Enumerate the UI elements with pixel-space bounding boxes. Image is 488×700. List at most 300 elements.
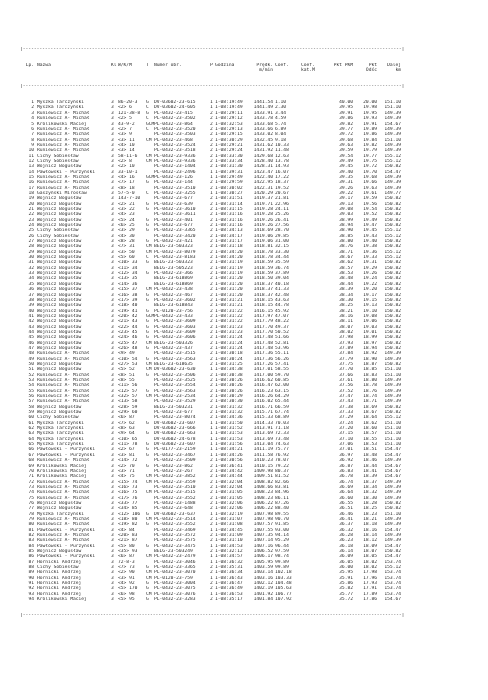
- row-t: G: [146, 297, 149, 303]
- row-speed: 1433.68: [253, 121, 273, 127]
- row-number: BELG-23-618843: [154, 303, 193, 309]
- row-points-2: 18.99: [363, 335, 377, 341]
- row-time: 1-08:30:30: [215, 399, 243, 405]
- row-name: Wojnicz Bogusław: [37, 255, 82, 261]
- row-points: 39.35: [339, 174, 353, 180]
- row-wkm: <5> 24: [118, 217, 135, 223]
- row-time: 1-08:31:51: [215, 196, 243, 202]
- row-points-2: 19.33: [363, 255, 377, 261]
- row-lp: 29: [28, 249, 34, 255]
- row-lp: 16: [28, 180, 34, 186]
- row-coef: 88.40: [275, 506, 289, 512]
- row-wkm: <6> 87: [118, 415, 135, 421]
- row-lp: 23: [28, 217, 34, 223]
- row-name: Wojnicz Bogusław: [37, 345, 82, 351]
- row-kl: 3: [111, 474, 114, 480]
- row-p: 2: [210, 287, 213, 293]
- row-coef-km: [301, 597, 331, 602]
- row-wkm: <14> 72: [118, 458, 138, 464]
- row-p: 2: [210, 458, 213, 464]
- row-time: 1-08:31:24: [215, 340, 243, 346]
- row-coef: 63.15: [275, 388, 289, 394]
- row-kl: 3: [111, 597, 114, 603]
- row-points: 37.20: [339, 426, 353, 432]
- row-time: 1-08:32:06: [215, 500, 243, 506]
- row-lp: 42: [28, 319, 34, 325]
- row-number: PL-0432-23-3518: [154, 148, 196, 154]
- row-wkm: <7> 62: [118, 420, 135, 426]
- row-points: 35.95: [339, 570, 353, 576]
- row-points-2: 18.97: [363, 340, 377, 346]
- row-points: 36.92: [339, 458, 353, 464]
- header-coef-km: Coef. kat.M: [301, 62, 315, 74]
- row-wkm: <2> 21: [118, 201, 135, 207]
- row-t: CM: [146, 287, 152, 293]
- row-time: 1-08:29:11: [215, 110, 243, 116]
- row-coef: 59.70: [275, 372, 289, 378]
- row-lp: 59: [28, 410, 34, 416]
- row-distance: 149.39: [384, 495, 401, 501]
- row-distance: 149.39: [384, 180, 401, 186]
- row-t: CM: [146, 137, 152, 143]
- row-speed: 1413.04: [253, 442, 273, 448]
- row-points: 37.66: [339, 372, 353, 378]
- row-points-2: 19.24: [363, 276, 377, 282]
- header-wkm: W/K/M: [118, 62, 132, 68]
- row-wkm: <5> 80: [118, 543, 135, 549]
- row-number: PL-0432-23-648: [154, 506, 193, 512]
- row-points-2: 18.48: [363, 452, 377, 458]
- row-points-2: 19.70: [363, 169, 377, 175]
- row-speed: 1417.48: [253, 335, 273, 341]
- row-name: Hornicki Andrzej: [37, 586, 82, 592]
- row-lp: 53: [28, 378, 34, 383]
- row-t: CM: [146, 591, 152, 597]
- row-coef: 93.00: [275, 527, 289, 533]
- row-time: 1-08:31:21: [215, 303, 243, 309]
- row-speed: 1417.36: [253, 351, 273, 357]
- row-points-2: 19.61: [363, 190, 377, 196]
- row-number: PL-0432-23-3420: [154, 233, 196, 239]
- row-name: Królikowski Maciej: [37, 597, 87, 603]
- row-wkm: <3> 71: [118, 468, 135, 474]
- row-p: 2: [210, 372, 213, 378]
- row-points: 39.26: [339, 185, 353, 191]
- row-coef: 65.44: [275, 399, 289, 405]
- row-wkm: <12> 106: [118, 511, 141, 517]
- row-points-2: 19.86: [363, 132, 377, 138]
- row-points-2: 19.82: [363, 142, 377, 148]
- row-wkm: <8> 51: [118, 372, 135, 378]
- row-lp: 92: [28, 586, 34, 592]
- row-time: 1-08:34:57: [215, 554, 243, 560]
- row-number: PL-0432-23-3563: [154, 388, 196, 394]
- row-lp: 84: [28, 543, 34, 549]
- row-distance: 154.47: [384, 527, 401, 533]
- row-kl: 3: [111, 324, 114, 330]
- row-distance: 150.82: [384, 164, 401, 170]
- row-name: Runiewicz A- Michał: [37, 532, 90, 538]
- header-kl: Kl: [111, 62, 117, 68]
- row-points-2: 17.91: [363, 586, 377, 592]
- header-t: T: [146, 62, 149, 68]
- row-kl: 3: [111, 383, 114, 389]
- row-lp: 78: [28, 511, 34, 517]
- row-wkm: <8> 18: [118, 185, 135, 191]
- row-name: Wojnicz Bogusław: [37, 308, 82, 314]
- row-coef: 80.37: [275, 468, 289, 474]
- row-p: 2: [210, 495, 213, 501]
- row-wkm: <5> 52: [118, 367, 135, 373]
- row-t: CM: [146, 394, 152, 400]
- row-coef: 56.26: [275, 356, 289, 362]
- row-kl: 3: [111, 174, 114, 180]
- row-points-2: 19.59: [363, 196, 377, 202]
- row-kl: 3: [111, 292, 114, 298]
- row-p: 2: [210, 217, 213, 223]
- row-speed: 1418.37: [253, 287, 273, 293]
- row-wkm: <21> 43: [118, 319, 138, 325]
- row-speed: 1417.70: [253, 324, 273, 330]
- row-time: 1-08:31:53: [215, 436, 243, 442]
- row-distance: 155.12: [384, 255, 401, 261]
- row-points: 36.46: [339, 511, 353, 517]
- row-kl: 3: [111, 164, 114, 170]
- row-points: 37.52: [339, 388, 353, 394]
- row-name: Myszka Tarczyński: [37, 105, 85, 111]
- row-wkm: <13> 58: [118, 399, 138, 405]
- row-coef: 95.29: [275, 538, 289, 544]
- row-distance: 154.47: [384, 169, 401, 175]
- row-t: G: [146, 581, 149, 587]
- row-points: 38.48: [339, 276, 353, 282]
- row-kl: 3: [111, 581, 114, 587]
- row-points-2: 18.41: [363, 468, 377, 474]
- row-distance: 149.39: [384, 532, 401, 538]
- row-coef: 40.18: [275, 281, 289, 287]
- row-points-2: 18.94: [363, 345, 377, 351]
- row-points-2: 17.96: [363, 575, 377, 581]
- row-coef: 79.22: [275, 463, 289, 469]
- row-name: Runiewicz A- Michał: [37, 484, 90, 490]
- row-wkm: <5> 60: [118, 255, 135, 261]
- row-lp: 1: [31, 100, 34, 106]
- row-time: 1-08:31:20: [215, 292, 243, 298]
- row-distance: 150.82: [384, 345, 401, 351]
- row-time: 1-08:31:24: [215, 335, 243, 341]
- row-t: CM: [146, 340, 152, 346]
- row-points-2: 18.05: [363, 554, 377, 560]
- row-kl: 3: [111, 244, 114, 250]
- row-points: 39.82: [339, 121, 353, 127]
- row-distance: 150.82: [384, 319, 401, 325]
- row-lp: 38: [28, 297, 34, 303]
- row-number: PL-0432-23-3510: [154, 185, 196, 191]
- row-speed: 1429.68: [253, 153, 273, 159]
- row-wkm: <15> 37: [118, 287, 138, 293]
- row-points-2: 19.17: [363, 292, 377, 298]
- row-lp: 50: [28, 361, 34, 367]
- row-coef: 64.29: [275, 394, 289, 400]
- row-p: 2: [210, 394, 213, 400]
- row-lp: 79: [28, 516, 34, 522]
- row-kl: 3: [111, 511, 114, 517]
- row-name: Wojnicz Bogusław: [37, 164, 82, 170]
- row-time: 1-08:36:49: [215, 586, 243, 592]
- row-kl: 3: [111, 201, 114, 207]
- row-number: PL-0432-23-267: [154, 468, 193, 474]
- row-lp: 40: [28, 308, 34, 314]
- row-coef: 36.74: [275, 265, 289, 271]
- row-points: 38.21: [339, 308, 353, 314]
- row-points: 36.41: [339, 516, 353, 522]
- row-distance: 150.82: [384, 223, 401, 229]
- row-name: Wojnicz Bogusław: [37, 500, 82, 506]
- row-wkm: <25> 47: [118, 340, 138, 346]
- row-number: BELG-23-505223: [154, 265, 193, 271]
- row-t: G: [146, 586, 149, 592]
- row-t: CM: [146, 361, 152, 367]
- row-coef: 78.07: [275, 458, 289, 464]
- row-p: 2: [210, 404, 213, 410]
- row-time: 1-08:29:12: [215, 116, 243, 122]
- row-lp: 51: [28, 367, 34, 373]
- row-points: 39.22: [339, 190, 353, 196]
- row-name: Gaszyński Mirosław: [37, 190, 87, 196]
- row-time: 1-08:31:50: [215, 420, 243, 426]
- row-coef: 8.04: [275, 132, 287, 138]
- row-p: 2: [210, 297, 213, 303]
- row-points-2: 17.98: [363, 570, 377, 576]
- row-number: PL-0432-23-3572: [154, 532, 196, 538]
- row-speed: 1432.45: [253, 137, 273, 143]
- row-wkm: <5> 170: [118, 586, 138, 592]
- row-kl: 3: [111, 249, 114, 255]
- row-points-2: 19.13: [363, 303, 377, 309]
- row-points: 37.61: [339, 378, 353, 383]
- row-points-2: 19.31: [363, 260, 377, 266]
- row-time: 1-08:31:52: [215, 426, 243, 432]
- row-points-2: 19.15: [363, 297, 377, 303]
- row-kl: 3: [111, 543, 114, 549]
- row-name: Runiewicz A- Michał: [37, 110, 90, 116]
- row-wkm: <10> 54: [118, 356, 138, 362]
- row-speed: 1418.15: [253, 297, 273, 303]
- row-number: PL-0432-23-467: [154, 292, 193, 298]
- row-lp: 31: [28, 260, 34, 266]
- row-wkm: <19> 82: [118, 522, 138, 528]
- row-distance: 153.74: [384, 575, 401, 581]
- row-p: 2: [210, 281, 213, 287]
- row-coef: 28.70: [275, 228, 289, 234]
- row-t: C: [146, 255, 149, 261]
- row-number: BELG-23-503231: [154, 404, 193, 410]
- row-points: 35.72: [339, 597, 353, 603]
- row-distance: 149.39: [384, 378, 401, 383]
- row-number: DV-03602-23-615: [154, 100, 196, 106]
- row-points-2: 19.03: [363, 324, 377, 330]
- row-t: CM: [146, 244, 152, 250]
- row-kl: 3: [111, 367, 114, 373]
- row-p: 2: [210, 570, 213, 576]
- row-lp: 66: [28, 447, 34, 453]
- row-distance: 150.82: [384, 324, 401, 330]
- row-speed: 1408.23: [253, 490, 273, 496]
- row-t: G: [146, 260, 149, 266]
- row-number: DV-03602-23-630: [154, 367, 196, 373]
- row-lp: 2: [31, 105, 34, 111]
- row-distance: 155.12: [384, 565, 401, 571]
- row-name: Wojnicz Bogusław: [37, 324, 82, 330]
- row-distance: 155.12: [384, 415, 401, 421]
- row-number: DV-03602-23-607: [154, 442, 196, 448]
- row-points: 38.39: [339, 287, 353, 293]
- row-kl: 3: [111, 388, 114, 394]
- row-lp: 33: [28, 271, 34, 277]
- row-name: Runiewicz A- Michał: [37, 490, 90, 496]
- row-p: 2: [210, 474, 213, 480]
- row-number: PL-0432-23-468: [154, 137, 193, 143]
- row-name: Runiewicz A- Michał: [37, 137, 90, 143]
- row-lp: 32: [28, 265, 34, 271]
- row-time: 1-08:36:47: [215, 581, 243, 587]
- row-t: G: [146, 223, 149, 229]
- row-kl: 3: [111, 110, 114, 116]
- row-name: Myszka Tarczyński: [37, 100, 85, 106]
- row-speed: 1407.57: [253, 522, 273, 528]
- row-time: 1-08:31:22: [215, 313, 243, 319]
- row-kl: 3: [111, 142, 114, 148]
- row-name: Wojnicz Bogusław: [37, 340, 82, 346]
- row-wkm: <11> 78: [118, 442, 138, 448]
- row-points-2: 18.34: [363, 484, 377, 490]
- row-wkm: <4> 30: [118, 233, 135, 239]
- table-header: [20, 63, 468, 74]
- row-points: 36.74: [339, 479, 353, 485]
- row-points-2: 18.64: [363, 415, 377, 421]
- row-name: Wojnicz Bogusław: [37, 239, 82, 245]
- row-coef: 37.89: [275, 271, 289, 277]
- row-number: PL-0432-23-3515: [154, 490, 196, 496]
- row-number: PL-0120-23-756: [154, 308, 193, 314]
- row-p: 1: [210, 426, 213, 432]
- row-name: Wojnicz Bogusław: [37, 217, 82, 223]
- row-distance: 151.10: [384, 511, 401, 517]
- row-number: PL-0432-23-3509: [154, 458, 196, 464]
- row-time: 1-08:32:04: [215, 484, 243, 490]
- row-speed: 1416.62: [253, 378, 273, 383]
- row-points: 36.78: [339, 474, 353, 480]
- row-time: 1-08:31:18: [215, 244, 243, 250]
- row-distance: 149.39: [384, 116, 401, 122]
- row-lp: 37: [28, 292, 34, 298]
- row-coef: 9.18: [275, 137, 287, 143]
- row-time: 1-08:34:45: [215, 527, 243, 533]
- row-kl: 3: [111, 153, 114, 159]
- row-wkm: <8> 55: [118, 378, 135, 383]
- row-time: 1-08:34:20: [215, 249, 243, 255]
- row-lp: 49: [28, 356, 34, 362]
- row-name: Wojnicz Bogusław: [37, 335, 82, 341]
- row-kl: 3: [111, 575, 114, 581]
- row-time: 1-08:19:49: [215, 100, 243, 106]
- row-speed: 1407.16: [253, 543, 273, 549]
- row-p: 2: [210, 255, 213, 261]
- row-name: Wojnicz Bogusław: [37, 212, 82, 218]
- row-points: 39.77: [339, 126, 353, 132]
- row-points: 36.32: [339, 527, 353, 533]
- row-coef: 97.59: [275, 549, 289, 554]
- row-p: 2: [210, 110, 213, 116]
- row-coef: 48.22: [275, 319, 289, 325]
- row-wkm: <7> 73: [118, 565, 135, 571]
- row-number: PL-0432-23-862: [154, 463, 193, 469]
- row-distance: 150.82: [384, 410, 401, 416]
- row-name: Wojnicz Bogusław: [37, 410, 82, 416]
- row-distance: 149.39: [384, 126, 401, 132]
- row-speed: 1418.37: [253, 292, 273, 298]
- row-kl: 3: [111, 169, 114, 175]
- row-wkm: 143-7-10: [118, 196, 141, 202]
- row-points: 38.76: [339, 244, 353, 250]
- row-time: 1-08:31:30: [215, 164, 243, 170]
- row-time: 1-08:34:13: [215, 228, 243, 234]
- row-speed: 1417.70: [253, 329, 273, 335]
- row-p: 2: [210, 244, 213, 250]
- row-coef: 96.44: [275, 543, 289, 549]
- row-speed: 1408.23: [253, 495, 273, 501]
- row-distance: 151.10: [384, 431, 401, 437]
- row-number: PL-0432-23-3469: [154, 527, 196, 533]
- row-number: PL-0432-23-3510: [154, 484, 196, 490]
- row-kl: 3: [111, 394, 114, 400]
- row-t: G: [146, 345, 149, 351]
- row-time: 1-08:29:24: [215, 148, 243, 154]
- row-p: 2: [210, 361, 213, 367]
- row-speed: 1441.49: [253, 105, 273, 111]
- row-lp: 71: [28, 474, 34, 480]
- row-t: C: [146, 190, 149, 196]
- row-kl: 3: [111, 121, 114, 127]
- row-p: 2: [210, 410, 213, 416]
- row-lp: 22: [28, 212, 34, 218]
- row-lp: 56: [28, 394, 34, 400]
- row-points: 39.95: [339, 105, 353, 111]
- row-time: 1-08:29:59: [215, 180, 243, 186]
- row-coef: 81.52: [275, 474, 289, 480]
- row-coef: 4.59: [275, 116, 287, 122]
- row-points: 38.67: [339, 255, 353, 261]
- row-time: 1-08:31:19: [215, 271, 243, 277]
- row-lp: 73: [28, 484, 34, 490]
- row-lp: 85: [28, 549, 34, 554]
- row-p: 2: [210, 532, 213, 538]
- row-kl: 3: [111, 148, 114, 154]
- row-points: 38.07: [339, 324, 353, 330]
- row-wkm: <14> 36: [118, 281, 138, 287]
- row-coef: 83.81: [275, 484, 289, 490]
- row-speed: 1415.71: [253, 410, 273, 416]
- row-points-2: 18.23: [363, 511, 377, 517]
- row-distance: 150.82: [384, 212, 401, 218]
- row-time: 1-08:36:34: [215, 570, 243, 576]
- row-name: Wojnicz Bogusław: [37, 367, 82, 373]
- row-lp: 9: [31, 142, 34, 148]
- row-points-2: 18.28: [363, 500, 377, 506]
- row-coef: 107.92: [275, 597, 292, 603]
- row-points: 37.93: [339, 340, 353, 346]
- row-name: Myszka Tarczyński: [37, 436, 85, 442]
